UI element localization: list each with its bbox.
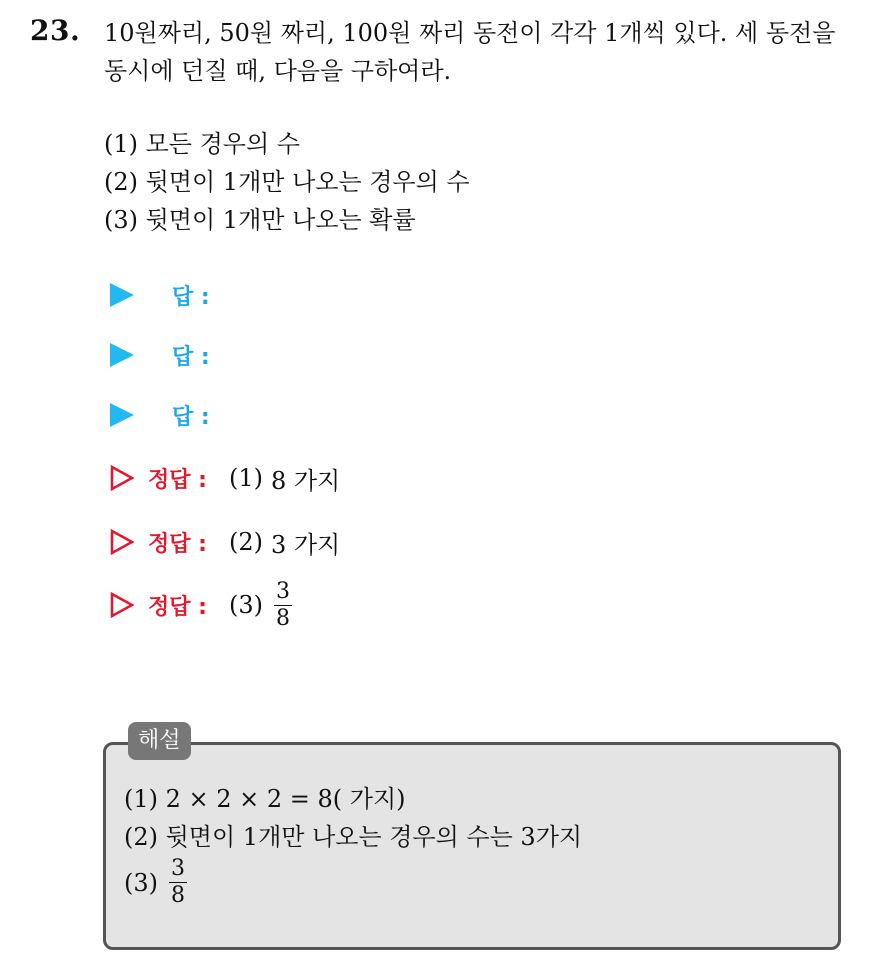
explanation-line-3 [124, 856, 582, 909]
correct-answer-3 [110, 578, 293, 631]
answer-field-2[interactable] [110, 335, 210, 375]
play-triangle-icon [110, 283, 134, 307]
correct-answer-value [229, 461, 340, 496]
correct-answer-text: 8 가지 [270, 466, 341, 495]
correct-answer-label: 정답 : [148, 594, 207, 620]
correct-answer-1 [110, 456, 340, 500]
correct-answer-prefix: (3) [228, 591, 263, 619]
fraction [168, 856, 188, 909]
answer-label: 답 : [172, 284, 210, 310]
explanation-content [124, 780, 582, 909]
play-triangle-icon [110, 403, 134, 427]
fraction-numerator: 3 [275, 578, 290, 604]
explanation-tag: 해설 [128, 722, 191, 760]
outline-triangle-icon [110, 592, 134, 618]
fraction [273, 579, 293, 632]
sub-question-2: (2) 뒷면이 1개만 나오는 경우의 수 [104, 168, 470, 196]
question-text-line-1: 10원짜리, 50원 짜리, 100원 짜리 동전이 각각 1개씩 있다. 세 동전을 [104, 19, 836, 47]
correct-answer-label: 정답 : [148, 531, 207, 557]
fraction-numerator: 3 [171, 856, 185, 881]
play-triangle-icon [110, 343, 134, 367]
question-number: 23. [30, 14, 81, 47]
correct-answer-prefix: (1) [228, 464, 263, 492]
answer-label: 답 : [172, 344, 210, 370]
question-text-line-2: 동시에 던질 때, 다음을 구하여라. [104, 57, 452, 85]
explanation-line-2: (2) 뒷면이 1개만 나오는 경우의 수는 3가지 [124, 823, 583, 851]
correct-answer-text: 3 가지 [270, 530, 341, 559]
correct-answer-prefix: (2) [228, 528, 263, 556]
outline-triangle-icon [110, 465, 134, 491]
correct-answer-value [229, 579, 293, 632]
correct-answer-value [229, 525, 340, 560]
correct-answer-2 [110, 520, 340, 564]
answer-field-1[interactable] [110, 275, 210, 315]
fraction-denominator: 8 [275, 605, 290, 631]
question-text [104, 14, 872, 90]
sub-question-list [104, 125, 470, 239]
outline-triangle-icon [110, 529, 134, 555]
answer-label: 답 : [172, 404, 210, 430]
sub-question-3: (3) 뒷면이 1개만 나오는 확률 [104, 206, 416, 234]
answer-field-3[interactable] [110, 395, 210, 435]
explanation-line-1: (1) 2 × 2 × 2 = 8( 가지) [124, 785, 406, 813]
correct-answer-label: 정답 : [148, 467, 207, 493]
explanation-line-3-prefix: (3) [124, 868, 158, 897]
sub-question-1: (1) 모든 경우의 수 [104, 130, 300, 158]
fraction-denominator: 8 [171, 883, 185, 908]
